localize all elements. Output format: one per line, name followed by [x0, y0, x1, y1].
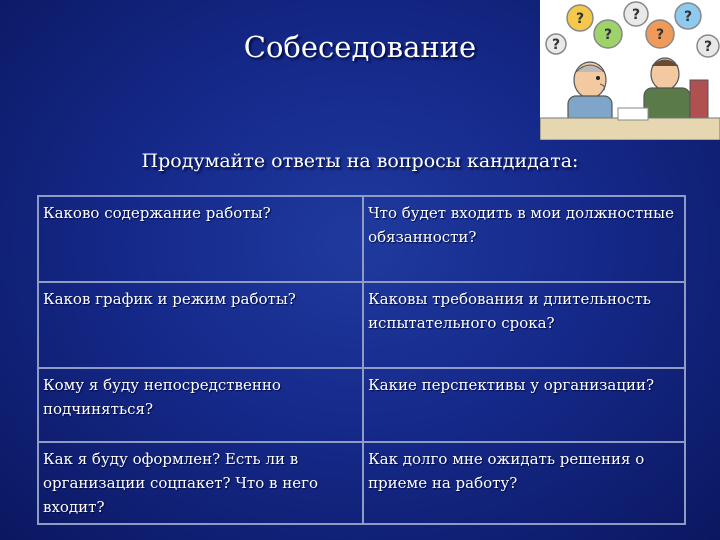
svg-text:?: ?	[703, 39, 713, 55]
svg-text:?: ?	[575, 11, 585, 27]
table-row	[38, 442, 685, 524]
table-cell: Как я буду оформлен? Есть ли в организации соцпакет? Что в него входит?	[38, 442, 363, 524]
table-cell: Какие перспективы у организации?	[363, 368, 685, 442]
table-row	[38, 196, 685, 282]
table-row	[38, 282, 685, 368]
table-cell: Каково содержание работы?	[38, 196, 363, 282]
svg-text:?: ?	[551, 37, 561, 53]
slide-title: Собеседование	[243, 30, 477, 64]
table-cell: Как долго мне ожидать решения о приеме на работу?	[363, 442, 685, 524]
svg-text:?: ?	[631, 7, 641, 23]
table-cell: Каковы требования и длительность испытательного срока?	[363, 282, 685, 368]
questions-table	[37, 195, 686, 525]
table-cell: Кому я буду непосредственно подчиняться?	[38, 368, 363, 442]
svg-text:?: ?	[603, 27, 613, 43]
table-cell: Каков график и режим работы?	[38, 282, 363, 368]
slide-subtitle: Продумайте ответы на вопросы кандидата:	[141, 150, 579, 172]
cartoon-interview-icon	[540, 0, 720, 140]
svg-text:?: ?	[655, 27, 665, 43]
svg-text:?: ?	[683, 9, 693, 25]
table-cell: Что будет входить в мои должностные обязанности?	[363, 196, 685, 282]
table-row	[38, 368, 685, 442]
